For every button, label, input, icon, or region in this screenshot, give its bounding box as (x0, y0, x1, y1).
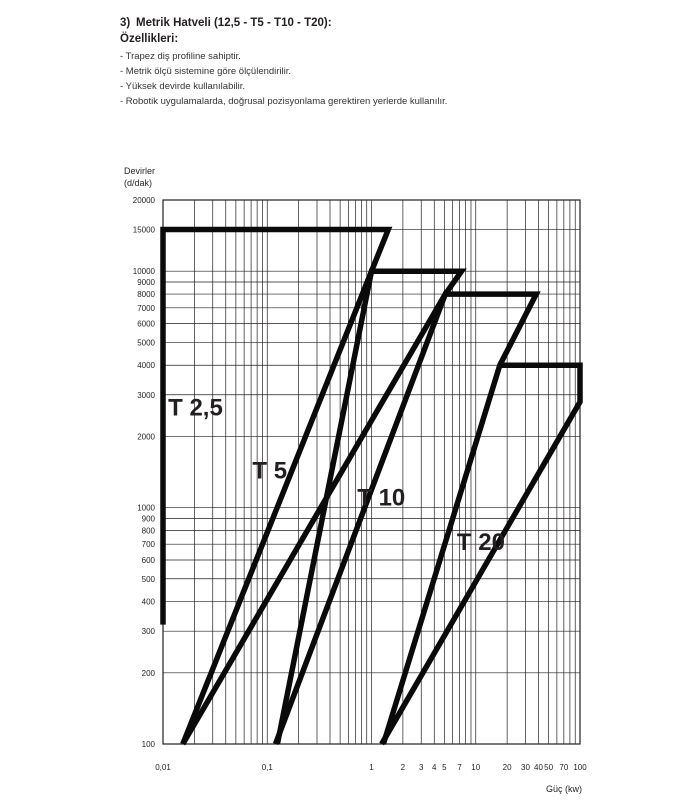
feature-item: - Trapez diş profiline sahiptir. (120, 51, 241, 62)
y-tick-label: 3000 (137, 390, 155, 400)
feature-item: - Metrik ölçü sistemine göre ölçülendirilir. (120, 66, 292, 77)
chart-labels (124, 166, 582, 794)
x-tick-label: 4 (432, 763, 437, 772)
features-heading: Özellikleri: (120, 33, 179, 45)
series-label: T 5 (252, 457, 288, 485)
section-title-text: Metrik Hatveli (12,5 - T5 - T10 - T20): (136, 17, 332, 29)
y-tick-label: 200 (141, 668, 155, 678)
y-tick-label: 700 (141, 540, 155, 550)
x-tick-label: 2 (400, 763, 406, 772)
y-tick-label: 15000 (132, 225, 155, 235)
y-tick-label: 2000 (137, 432, 155, 442)
x-tick-label: 5 (442, 763, 447, 772)
x-tick-label: 0,1 (261, 763, 273, 772)
x-axis-label: Güç (kw) (546, 784, 582, 794)
x-tick-label: 40 (534, 763, 543, 772)
section-number: 3) (120, 17, 131, 29)
y-tick-label: 500 (141, 574, 155, 584)
y-tick-label: 4000 (137, 361, 155, 371)
feature-item: - Yüksek devirde kullanılabilir. (120, 81, 245, 92)
y-tick-label: 100 (141, 740, 155, 749)
x-tick-label: 0,01 (155, 763, 171, 772)
x-tick-label: 100 (573, 763, 587, 772)
x-tick-label: 50 (544, 763, 554, 772)
y-tick-label: 20000 (132, 196, 155, 205)
y-tick-label: 5000 (137, 338, 155, 348)
y-tick-label: 400 (141, 597, 155, 607)
x-tick-label: 1 (369, 763, 374, 772)
y-tick-label: 900 (141, 514, 155, 524)
x-tick-label: 20 (502, 763, 512, 772)
y-tick-label: 8000 (137, 290, 155, 300)
y-tick-label: 7000 (137, 303, 155, 313)
x-tick-label: 7 (457, 763, 462, 772)
y-axis-label-line-2: (d/dak) (124, 178, 153, 188)
x-tick-label: 10 (471, 763, 481, 772)
y-tick-label: 800 (141, 526, 155, 536)
series-label: T 20 (456, 529, 505, 557)
x-tick-label: 3 (419, 763, 424, 772)
y-tick-label: 600 (141, 556, 155, 566)
series-label: T 10 (357, 484, 406, 512)
x-tick-label: 30 (521, 763, 530, 772)
y-tick-label: 10000 (132, 267, 155, 277)
y-tick-label: 6000 (137, 319, 155, 329)
series-label: T 2,5 (168, 394, 223, 422)
series-line (163, 230, 388, 745)
x-tick-label: 70 (559, 763, 569, 772)
y-tick-label: 9000 (137, 277, 155, 287)
y-axis-label-line-1: Devirler (124, 166, 156, 176)
y-tick-label: 300 (141, 627, 155, 637)
feature-item: - Robotik uygulamalarda, doğrusal pozisyonlama gerektiren yerlerde kullanılır. (120, 96, 448, 107)
y-tick-label: 1000 (137, 503, 155, 513)
